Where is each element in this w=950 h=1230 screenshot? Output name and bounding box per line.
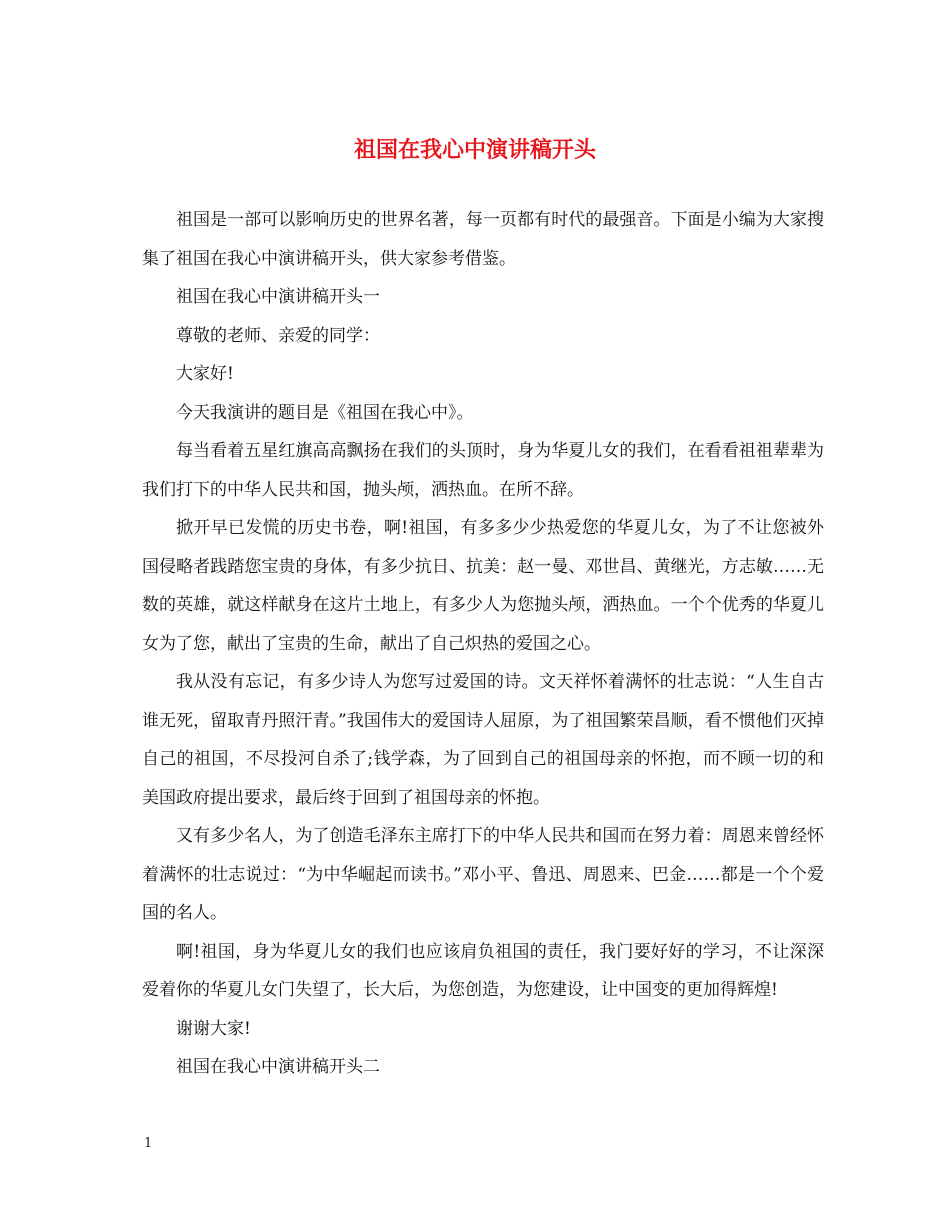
paragraph-responsibility: 啊!祖国，身为华夏儿女的我们也应该肩负祖国的责任，我门要好好的学习，不让深深爱着你的华夏儿女门失望了，长大后，为您创造，为您建设，让中国变的更加得辉煌! — [142, 941, 824, 1000]
section-heading-one: 祖国在我心中演讲稿开头一 — [176, 287, 380, 307]
paragraph-flag: 每当看着五星红旗高高飘扬在我们的头顶时，身为华夏儿女的我们，在看看祖祖辈辈为我们打下的中华人民共和国，抛头颅，洒热血。在所不辞。 — [142, 441, 824, 500]
paragraph-intro: 祖国是一部可以影响历史的世界名著，每一页都有时代的最强音。下面是小编为大家搜集了祖国在我心中演讲稿开头，供大家参考借鉴。 — [142, 210, 824, 269]
paragraph-poets: 我从没有忘记，有多少诗人为您写过爱国的诗。文天祥怀着满怀的壮志说：“人生自古谁无死，留取青丹照汗青。”我国伟大的爱国诗人屈原，为了祖国繁荣昌顺，看不惯他们灭掉自己的祖国，不尽投河自杀了;钱学森，为了回到自己的祖国母亲的怀抱，而不顾一切的和美国政府提出要求，最后终于回到了祖国母亲的怀抱。 — [142, 672, 824, 808]
closing-thanks: 谢谢大家! — [176, 1018, 251, 1039]
page-number: 1 — [144, 1136, 153, 1151]
document-title: 祖国在我心中演讲稿开头 — [353, 137, 596, 163]
salutation: 尊敬的老师、亲爱的同学： — [176, 325, 380, 346]
speech-topic: 今天我演讲的题目是《祖国在我心中》。 — [176, 402, 474, 423]
section-heading-two: 祖国在我心中演讲稿开头二 — [176, 1057, 380, 1077]
greeting: 大家好! — [176, 364, 234, 384]
document-body — [142, 201, 824, 1087]
paragraph-famous-people: 又有多少名人，为了创造毛泽东主席打下的中华人民共和国而在努力着：周恩来曾经怀着满怀的壮志说过：“为中华崛起而读书。”邓小平、鲁迅、周恩来、巴金……都是一个个爱国的名人。 — [142, 826, 824, 923]
paragraph-history: 掀开早已发慌的历史书卷，啊!祖国，有多多少少热爱您的华夏儿女，为了不让您被外国侵略者践踏您宝贵的身体，有多少抗日、抗美：赵一曼、邓世昌、黄继光，方志敏……无数的英雄，就这样献身在这片土地上，有多少人为您抛头颅，洒热血。一个个优秀的华夏儿女为了您，献出了宝贵的生命，献出了自己炽热的爱国之心。 — [142, 518, 824, 654]
